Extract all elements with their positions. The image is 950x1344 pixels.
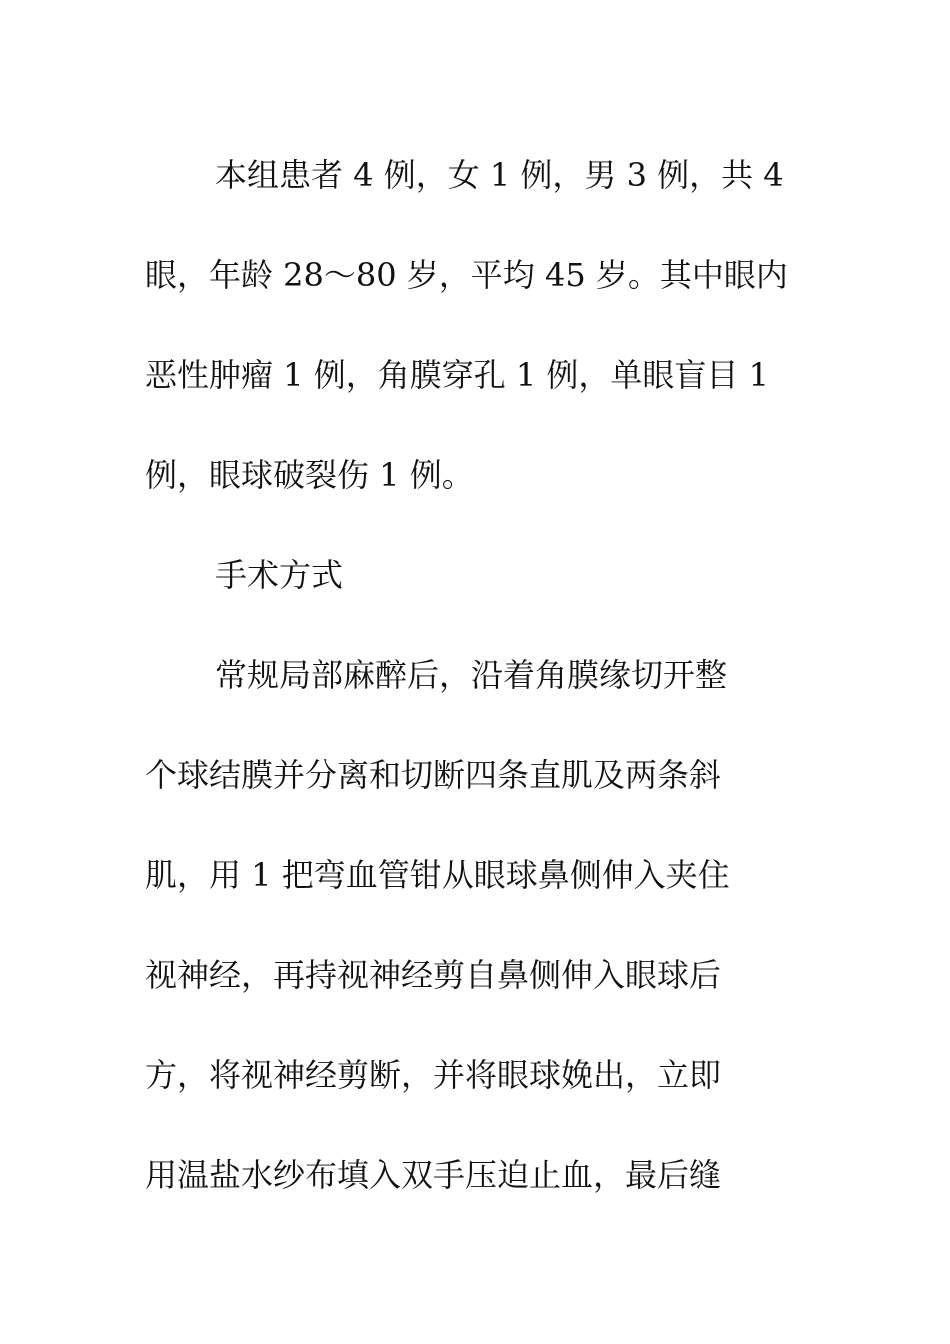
document-body (145, 125, 810, 1225)
paragraph-1-line-4: 例，眼球破裂伤 1 例。 (145, 456, 474, 494)
paragraph-2-line-6: 用温盐水纱布填入双手压迫止血，最后缝 (145, 1156, 722, 1194)
paragraph-1-line-2: 眼，年龄 28～80 岁，平均 45 岁。其中眼内 (145, 256, 788, 294)
paragraph-2-line-2: 个球结膜并分离和切断四条直肌及两条斜 (145, 756, 722, 794)
paragraph-2-line-1: 常规局部麻醉后，沿着角膜缘切开整 (215, 656, 728, 694)
paragraph-2-line-4: 视神经，再持视神经剪自鼻侧伸入眼球后 (145, 956, 722, 994)
paragraph-2-line-5: 方，将视神经剪断，并将眼球娩出，立即 (145, 1056, 722, 1094)
section-heading: 手术方式 (215, 556, 344, 594)
paragraph-1-line-3: 恶性肿瘤 1 例，角膜穿孔 1 例，单眼盲目 1 (145, 356, 769, 394)
paragraph-1-line-1: 本组患者 4 例，女 1 例，男 3 例，共 4 (215, 156, 784, 194)
paragraph-2-line-3: 肌，用 1 把弯血管钳从眼球鼻侧伸入夹住 (145, 856, 730, 894)
